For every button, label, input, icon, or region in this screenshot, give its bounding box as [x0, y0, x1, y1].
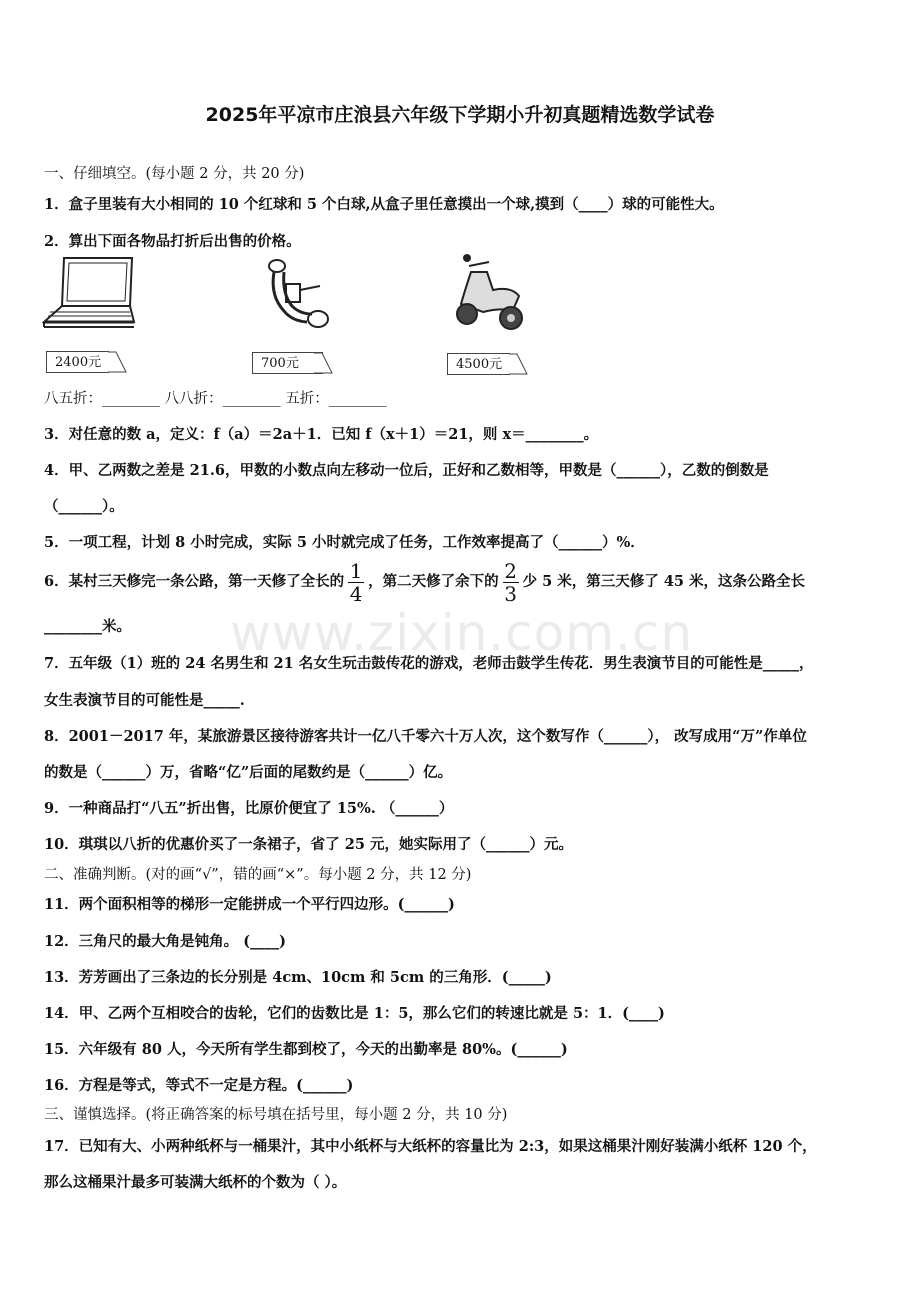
fraction-two-thirds [503, 558, 519, 606]
question-7-line-2: 女生表演节目的可能性是_____. [44, 692, 245, 709]
price-tag-tuba-label: 700元 [252, 352, 323, 374]
frac1-den: 4 [349, 581, 363, 606]
fraction-one-quarter [348, 558, 364, 606]
question-2-answers: 八五折：________ 八八折：________ 五折：________ [44, 391, 387, 407]
section-3-heading: 三、谨慎选择。(将正确答案的标号填在括号里，每小题 2 分，共 10 分) [44, 1107, 508, 1123]
frac1-num: 1 [349, 558, 363, 583]
question-12: 12．三角尺的最大角是钝角。 (____) [44, 933, 286, 950]
q6-text-3: 少 5 米，第三天修了 45 米，这条公路全长 [522, 573, 806, 590]
page-title: 2025年平凉市庄浪县六年级下学期小升初真题精选数学试卷 [205, 104, 715, 126]
question-4-line-1: 4．甲、乙两数之差是 21.6，甲数的小数点向左移动一位后，正好和乙数相等，甲数是（______），乙数的倒数是 [44, 462, 769, 479]
question-17-line-1: 17．已知有大、小两种纸杯与一桶果汁，其中小纸杯与大纸杯的容量比为 2:3，如果这桶果汁刚好装满小纸杯 120 个， [44, 1138, 817, 1155]
question-15: 15．六年级有 80 人，今天所有学生都到校了，今天的出勤率是 80%。(______) [44, 1041, 568, 1058]
question-10: 10．琪琪以八折的优惠价买了一条裙子，省了 25 元，她实际用了（______）元。 [44, 836, 573, 853]
price-tag-laptop-label: 2400元 [46, 351, 109, 373]
question-13: 13．芳芳画出了三条边的长分别是 4cm、10cm 和 5cm 的三角形．(_____) [44, 969, 552, 986]
q6-text-1: 6．某村三天修完一条公路，第一天修了全长的 [44, 573, 345, 590]
price-tag-tuba [252, 352, 337, 374]
price-tag-laptop [46, 351, 131, 373]
watermark: www.zixin.com.cn [230, 604, 694, 662]
price-tag-scooter-label: 4500元 [447, 353, 510, 375]
laptop-image [42, 256, 137, 331]
question-5: 5．一项工程，计划 8 小时完成，实际 5 小时就完成了任务，工作效率提高了（______）%． [44, 534, 645, 551]
question-16: 16．方程是等式，等式不一定是方程。(______) [44, 1077, 354, 1094]
question-17-line-2: 那么这桶果汁最多可装满大纸杯的个数为（ ）。 [44, 1174, 347, 1191]
section-1-heading: 一、仔细填空。(每小题 2 分，共 20 分) [44, 166, 305, 182]
question-9: 9．一种商品打“八五”折出售，比原价便宜了 15%. （______） [44, 800, 454, 817]
question-1: 1．盒子里装有大小相同的 10 个红球和 5 个白球,从盒子里任意摸出一个球,摸到（____）球的可能性大。 [44, 196, 724, 213]
question-4-line-2: （______）。 [44, 498, 124, 515]
question-14: 14．甲、乙两个互相咬合的齿轮，它们的齿数比是 1：5，那么它们的转速比就是 5：1．(____) [44, 1005, 665, 1022]
question-8-line-1: 8．2001－2017 年，某旅游景区接待游客共计一亿八千零六十万人次，这个数写作（______）， 改写成用“万”作单位 [44, 728, 807, 745]
scooter-image [453, 252, 528, 334]
tuba-image [262, 256, 332, 331]
question-2: 2．算出下面各物品打折后出售的价格。 [44, 233, 301, 250]
question-11: 11．两个面积相等的梯形一定能拼成一个平行四边形。(______) [44, 896, 455, 913]
question-7-line-1: 7．五年级（1）班的 24 名男生和 21 名女生玩击鼓传花的游戏，老师击鼓学生传花．男生表演节目的可能性是_____， [44, 655, 814, 672]
section-2-heading: 二、准确判断。(对的画“√”，错的画“×”。每小题 2 分，共 12 分) [44, 867, 472, 883]
question-6-line-1 [44, 560, 805, 604]
price-tag-scooter [447, 353, 532, 375]
q6-text-2: ，第二天修了余下的 [368, 573, 499, 590]
frac2-num: 2 [504, 558, 517, 583]
question-6-line-2: ________米。 [44, 618, 131, 635]
frac2-den: 3 [504, 581, 517, 606]
question-8-line-2: 的数是（______）万，省略“亿”后面的尾数约是（______）亿。 [44, 764, 453, 781]
question-3: 3．对任意的数 a，定义：f（a）＝2a＋1．已知 f（x＋1）＝21，则 x＝________。 [44, 426, 599, 443]
